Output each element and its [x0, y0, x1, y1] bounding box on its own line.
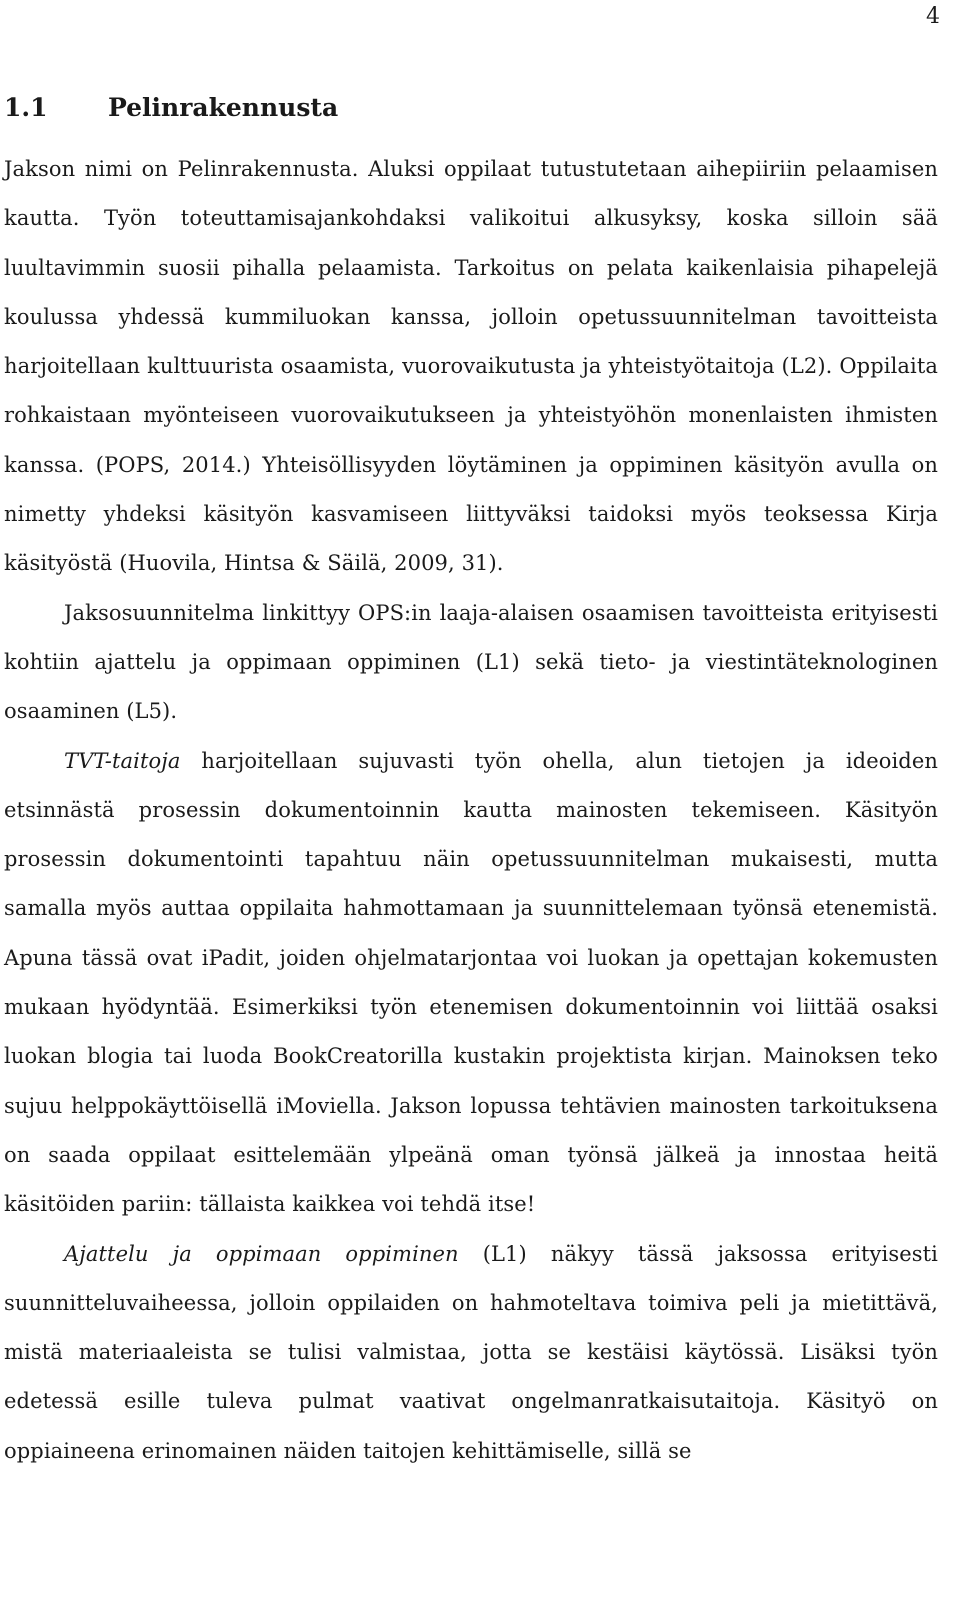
paragraph-text: (L1) näkyy tässä jaksossa erityisesti suunnitteluvaiheessa, jolloin oppilaiden on hahmoteltava toimiva peli ja mietittävä, mistä materiaaleista se tulisi valmistaa, jotta se kestäisi käytössä. Lisäksi työn edetessä esille tuleva pulmat vaativat ongelmanratkaisutaitoja. Käsityö on oppiaineena erinomainen näiden taitojen kehittämiselle, sillä se [4, 1241, 938, 1463]
italic-term: Ajattelu ja oppimaan oppiminen [64, 1241, 459, 1266]
italic-term: TVT-taitoja [64, 748, 181, 773]
paragraph-text: harjoitellaan sujuvasti työn ohella, alun tietojen ja ideoiden etsinnästä prosessin dokumentoinnin kautta mainosten tekemiseen. Käsityön prosessin dokumentointi tapahtuu näin opetussuunnitelman mukaisesti, mutta samalla myös auttaa oppilaita hahmottamaan ja suunnittelemaan työnsä etenemistä. Apuna tässä ovat iPadit, joiden ohjelmatarjontaa voi luokan ja opettajan kokemusten mukaan hyödyntää. Esimerkiksi työn etenemisen dokumentoinnin voi liittää osaksi luokan blogia tai luoda BookCreatorilla kustakin projektista kirjan. Mainoksen teko sujuu helppokäyttöisellä iMoviella. Jakson lopussa tehtävien mainosten tarkoituksena on saada oppilaat esittelemään ylpeänä oman työnsä jälkeä ja innostaa heitä käsitöiden pariin: tällaista kaikkea voi tehdä itse! [4, 748, 938, 1217]
paragraph-text: Jaksosuunnitelma linkittyy OPS:in laaja-alaisen osaamisen tavoitteista erityisesti kohtiin ajattelu ja oppimaan oppiminen (L1) sekä tieto- ja viestintäteknologinen osaaminen (L5). [4, 600, 938, 724]
section-title: Pelinrakennusta [108, 92, 339, 122]
page-number: 4 [926, 4, 940, 29]
paragraph-jaksosuunnitelma [4, 589, 938, 737]
section-heading [4, 91, 338, 125]
paragraph-text: Jakson nimi on Pelinrakennusta. Aluksi oppilaat tutustutetaan aihepiiriin pelaamisen kautta. Työn toteuttamisajankohdaksi valikoitui alkusyksy, koska silloin sää luultavimmin suosii pihalla pelaamista. Tarkoitus on pelata kaikenlaisia pihapelejä koulussa yhdessä kummiluokan kanssa, jolloin opetussuunnitelman tavoitteista harjoitellaan kulttuurista osaamista, vuorovaikutusta ja yhteistyötaitoja (L2). Oppilaita rohkaistaan myönteiseen vuorovaikutukseen ja yhteistyöhön monenlaisten ihmisten kanssa. (POPS, 2014.) Yhteisöllisyyden löytäminen ja oppiminen käsityön avulla on nimetty yhdeksi käsityön kasvamiseen liittyväksi taidoksi myös teoksessa Kirja käsityöstä (Huovila, Hintsa & Säilä, 2009, 31). [4, 157, 938, 576]
paragraph-intro [4, 145, 938, 589]
document-body [4, 145, 938, 1476]
paragraph-tvt-taitoja [4, 737, 938, 1230]
paragraph-ajattelu [4, 1230, 938, 1476]
section-number: 1.1 [4, 92, 48, 122]
